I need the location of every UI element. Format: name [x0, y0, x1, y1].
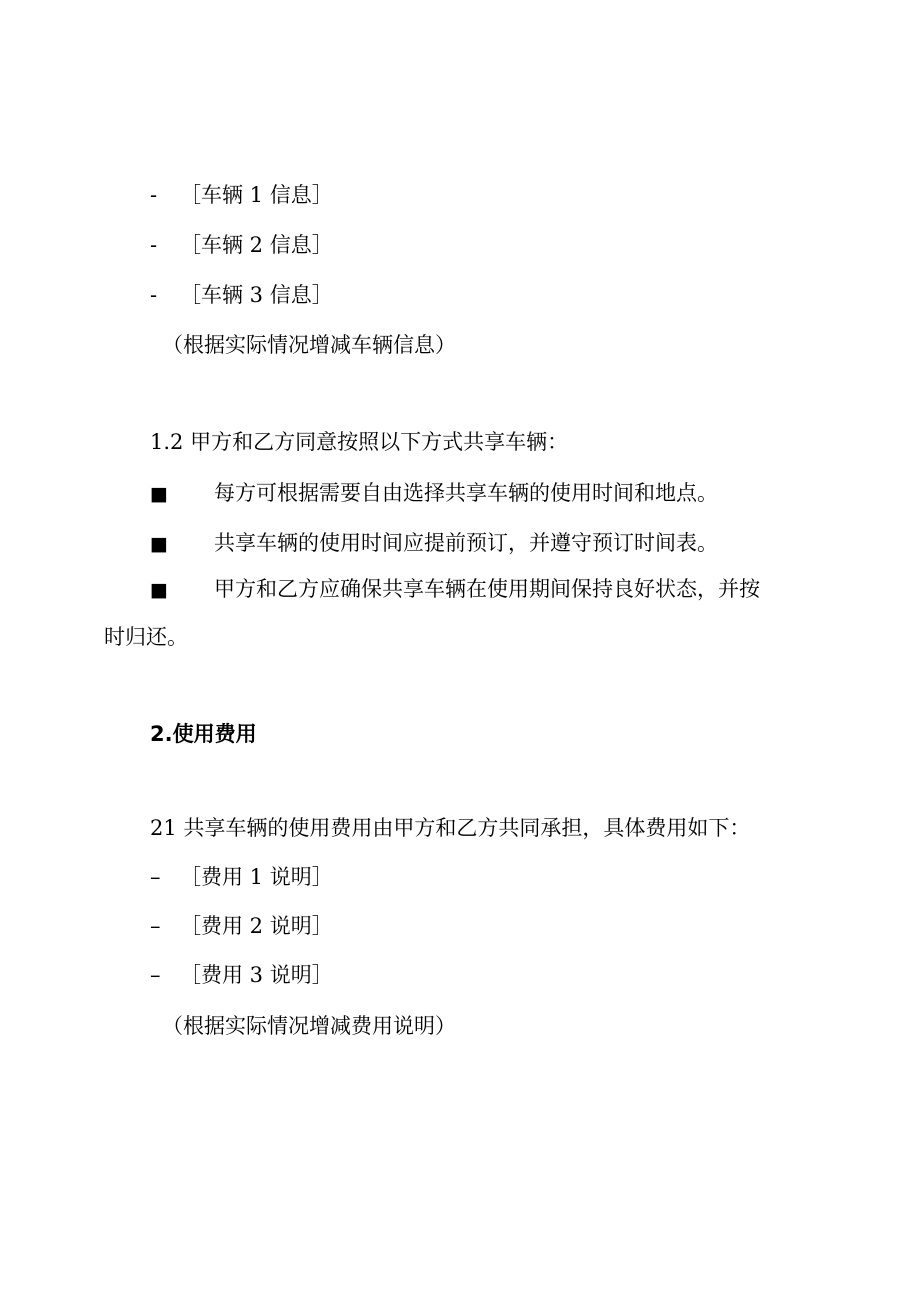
vehicle-list-item	[150, 231, 333, 259]
list-dash: -	[150, 183, 158, 207]
fee-2-info: ［费用 2 说明］	[180, 914, 333, 938]
fee-3-info: ［费用 3 说明］	[180, 963, 333, 987]
vehicle-2-info: ［车辆 2 信息］	[180, 233, 333, 257]
bullet-item	[150, 575, 760, 604]
clause-1-2: 1.2 甲方和乙方同意按照以下方式共享车辆：	[150, 430, 569, 454]
clause-2-1: 21 共享车辆的使用费用由甲方和乙方共同承担，具体费用如下：	[150, 816, 751, 840]
square-bullet-icon: ■	[150, 579, 168, 601]
bullet-text: 每方可根据需要自由选择共享车辆的使用时间和地点。	[214, 481, 718, 505]
square-bullet-icon: ■	[150, 533, 168, 555]
list-dash: –	[150, 865, 161, 889]
list-dash: -	[150, 233, 158, 257]
vehicle-list-item	[150, 281, 333, 309]
fee-note: （根据实际情况增减费用说明）	[162, 1014, 456, 1038]
list-dash: –	[150, 914, 161, 938]
vehicle-3-info: ［车辆 3 信息］	[180, 283, 333, 307]
bullet-text: 甲方和乙方应确保共享车辆在使用期间保持良好状态，并按	[214, 577, 760, 601]
bullet-item	[150, 529, 718, 558]
vehicle-list-item	[150, 181, 333, 209]
fee-list-item	[150, 912, 333, 940]
bullet-text: 共享车辆的使用时间应提前预订，并遵守预订时间表。	[214, 531, 718, 555]
vehicle-1-info: ［车辆 1 信息］	[180, 183, 333, 207]
bullet-continuation: 时归还。	[104, 625, 188, 649]
list-dash: –	[150, 963, 161, 987]
vehicle-note: （根据实际情况增减车辆信息）	[162, 333, 456, 357]
list-dash: -	[150, 283, 158, 307]
fee-list-item	[150, 863, 333, 891]
section-heading: 2.使用费用	[150, 722, 257, 746]
bullet-item	[150, 479, 718, 508]
fee-1-info: ［费用 1 说明］	[180, 865, 333, 889]
square-bullet-icon: ■	[150, 483, 168, 505]
fee-list-item	[150, 961, 333, 989]
